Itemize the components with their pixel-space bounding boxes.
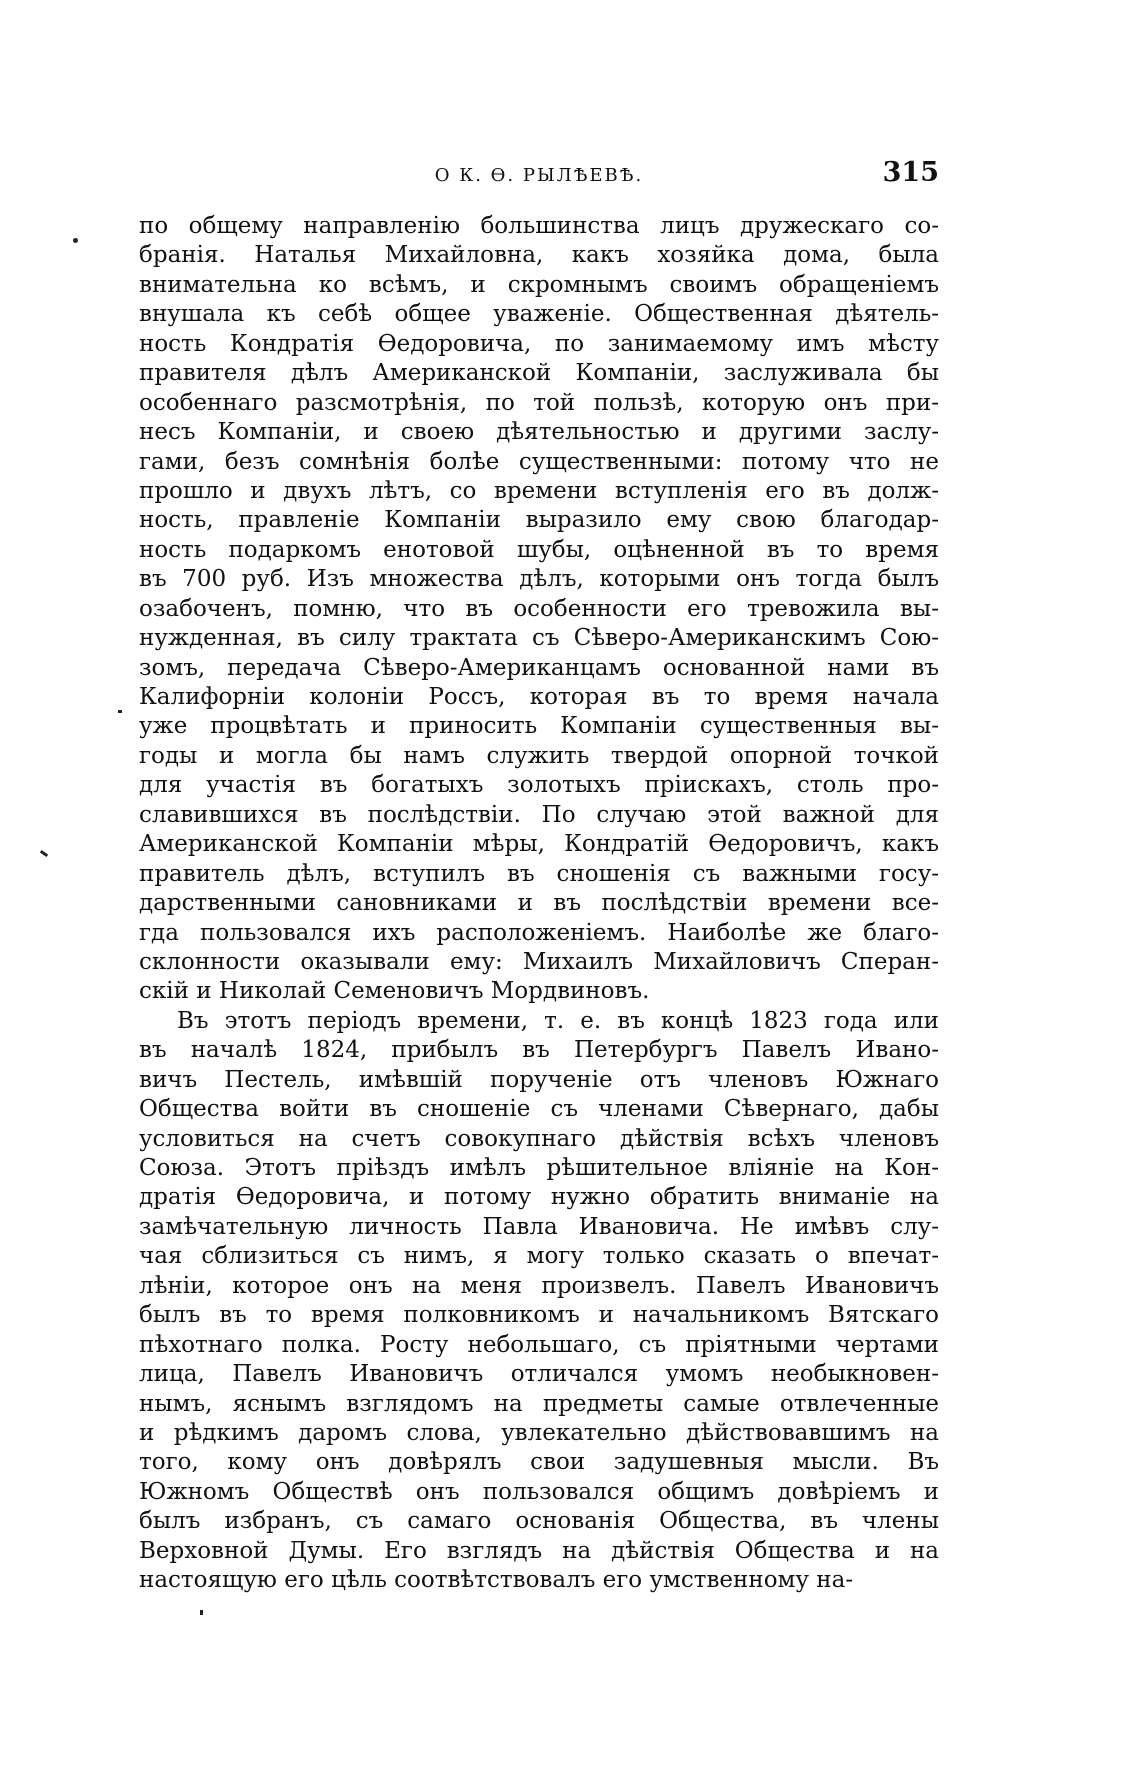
text-line: озабоченъ, помню, что въ особенности его тревожила вы- — [139, 595, 939, 622]
text-line: правитель дѣлъ, вступилъ въ сношенія съ важными госу- — [139, 860, 939, 887]
text-line: по общему направленію большинства лицъ дружескаго со- — [139, 213, 939, 239]
text-line: Въ этотъ періодъ времени, т. е. въ концѣ 1823 года или — [177, 1007, 939, 1034]
text-line: дратія Ѳедоровича, и потому нужно обратить вниманіе на — [139, 1184, 939, 1211]
text-line: прошло и двухъ лѣтъ, со времени вступленія его въ долж- — [139, 477, 939, 504]
text-line: славившихся въ послѣдствіи. По случаю этой важной для — [139, 801, 939, 828]
text-line: условиться на счетъ совокупнаго дѣйствія всѣхъ членовъ — [139, 1125, 939, 1152]
text-line: и рѣдкимъ даромъ слова, увлекательно дѣйствовавшимъ на — [139, 1419, 939, 1446]
text-line: дарственными сановниками и въ послѣдствіи времени все- — [139, 890, 939, 917]
text-line: ность подаркомъ енотовой шубы, оцѣненной въ то время — [139, 536, 939, 563]
body-text — [139, 212, 939, 1596]
text-line: правителя дѣлъ Американской Компаніи, заслуживала бы — [139, 360, 939, 387]
text-line: въ началѣ 1824, прибылъ въ Петербургъ Павелъ Ивано- — [139, 1037, 939, 1064]
text-line: ность, правленіе Компаніи выразило ему свою благодар- — [139, 507, 939, 534]
text-line: нужденная, въ силу трактата съ Сѣверо-Американскимъ Сою- — [139, 625, 939, 652]
text-line: внимательна ко всѣмъ, и скромнымъ своимъ обращеніемъ — [139, 271, 939, 298]
text-line: ность Кондратія Ѳедоровича, по занимаемому имъ мѣсту — [139, 330, 939, 357]
text-line: Союза. Этотъ пріѣздъ имѣлъ рѣшительное вліяніе на Кон- — [139, 1155, 939, 1181]
text-line: гда пользовался ихъ расположеніемъ. Наиболѣе же благо- — [139, 919, 939, 946]
text-line: былъ въ то время полковникомъ и начальникомъ Вятскаго — [139, 1302, 939, 1329]
text-line: годы и могла бы намъ служить твердой опорной точкой — [139, 742, 939, 769]
text-line: пѣхотнаго полка. Росту небольшаго, съ пріятными чертами — [139, 1331, 939, 1358]
text-line: замѣчательную личность Павла Ивановича. Не имѣвъ слу- — [139, 1213, 939, 1240]
text-line: скій и Николай Семеновичъ Мордвиновъ. — [139, 978, 650, 1005]
text-line: того, кому онъ довѣрялъ свои задушевныя мысли. Въ — [139, 1449, 939, 1476]
text-line: склонности оказывали ему: Михаилъ Михайловичъ Сперан- — [139, 948, 939, 975]
text-line: вичъ Пестель, имѣвшій порученіе отъ членовъ Южнаго — [139, 1066, 939, 1093]
text-line: Общества войти въ сношеніе съ членами Сѣвернаго, дабы — [139, 1096, 939, 1123]
text-line: внушала къ себѣ общее уваженіе. Общественная дѣятель- — [139, 301, 939, 328]
text-line: несъ Компаніи, и своею дѣятельностью и другими заслу- — [139, 419, 939, 446]
scan-mark — [40, 850, 48, 857]
text-line: Калифорніи колоніи Россъ, которая въ то время начала — [139, 684, 939, 710]
text-line: Верховной Думы. Его взглядъ на дѣйствія Общества и на — [139, 1537, 939, 1564]
text-line: настоящую его цѣль соотвѣтствовалъ его умственному на- — [139, 1567, 854, 1594]
text-line: уже процвѣтать и приносить Компаніи существенныя вы- — [139, 713, 939, 740]
scan-mark — [73, 238, 78, 243]
text-line: Американской Компаніи мѣры, Кондратій Ѳедоровичъ, какъ — [139, 831, 939, 858]
text-line: Южномъ Обществѣ онъ пользовался общимъ довѣріемъ и — [139, 1478, 939, 1505]
page-number: 315 — [882, 157, 939, 188]
text-line: чая сблизиться съ нимъ, я могу только сказать о впечат- — [139, 1243, 939, 1270]
text-line: въ 700 руб. Изъ множества дѣлъ, которыми онъ тогда былъ — [139, 566, 939, 593]
text-line: былъ избранъ, съ самаго основанія Общества, въ члены — [139, 1508, 939, 1535]
text-line: лица, Павелъ Ивановичъ отличался умомъ необыкновен- — [139, 1361, 939, 1388]
text-line: особеннаго разсмотрѣнія, по той пользѣ, которую онъ при- — [139, 389, 939, 416]
text-line: зомъ, передача Сѣверо-Американцамъ основанной нами въ — [139, 654, 939, 681]
text-line: бранія. Наталья Михайловна, какъ хозяйка дома, была — [139, 242, 939, 269]
text-line: для участія въ богатыхъ золотыхъ пріискахъ, столь про- — [139, 772, 939, 799]
running-head: О К. Ѳ. РЫЛѢЕВѢ. — [434, 165, 644, 186]
scan-mark — [200, 1610, 203, 1615]
page-header — [139, 157, 939, 197]
text-line: нымъ, яснымъ взглядомъ на предметы самые отвлеченные — [139, 1390, 939, 1417]
text-line: гами, безъ сомнѣнія болѣе существенными: потому что не — [139, 448, 939, 475]
text-line: лѣніи, которое онъ на меня произвелъ. Павелъ Ивановичъ — [139, 1272, 939, 1299]
scan-mark — [118, 710, 122, 713]
